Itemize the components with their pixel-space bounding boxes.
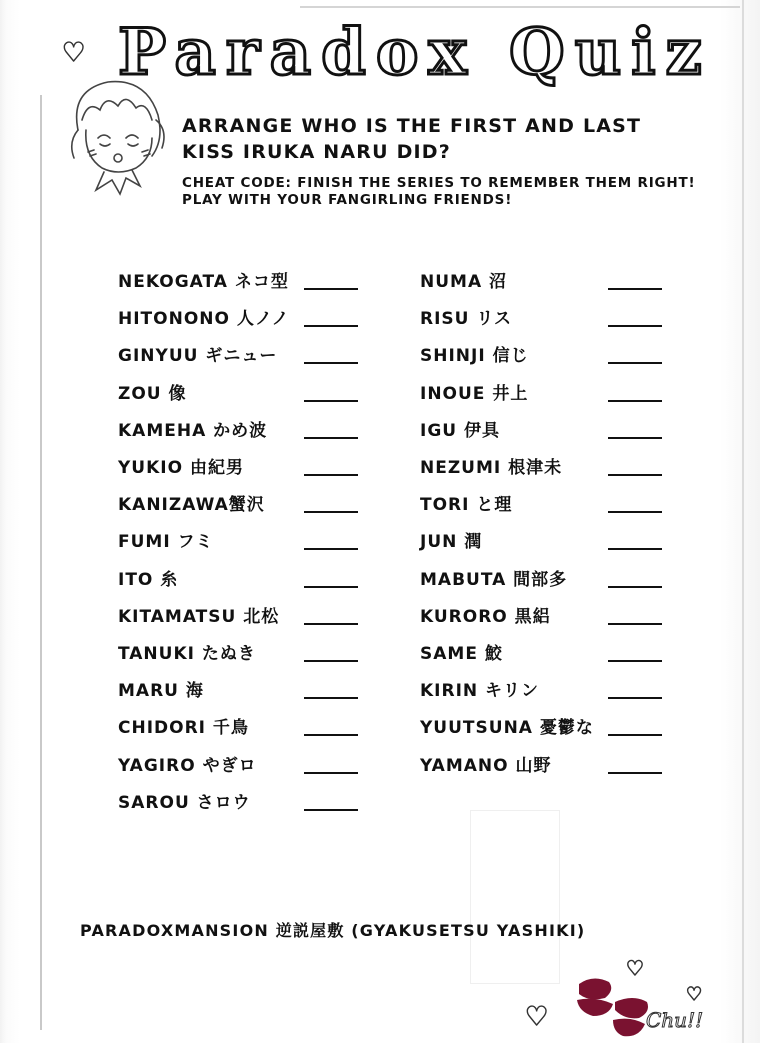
- quiz-question: ARRANGE WHO IS THE FIRST AND LAST KISS IRUKA NARU DID?: [182, 115, 642, 163]
- heart-icon: ♥: [525, 1002, 549, 1032]
- right-quiz-entry: [420, 677, 662, 705]
- entry-label: KAMEHA かめ波: [118, 420, 268, 441]
- entry-label: YAMANO 山野: [420, 755, 552, 776]
- left-quiz-entry: [118, 491, 358, 519]
- answer-blank[interactable]: [608, 288, 662, 290]
- entry-label: SHINJI 信じ: [420, 346, 529, 367]
- right-quiz-entry: [420, 268, 662, 296]
- answer-blank[interactable]: [304, 325, 358, 327]
- entry-label: ZOU 像: [118, 383, 187, 404]
- entry-label: CHIDORI 千鳥: [118, 718, 249, 739]
- answer-blank[interactable]: [304, 474, 358, 476]
- entry-label: NUMA 沼: [420, 272, 508, 292]
- chibi-drawing: [48, 60, 178, 200]
- correction-patch: [470, 810, 560, 984]
- right-quiz-entry: [420, 528, 662, 556]
- entry-label: ITO 糸: [118, 569, 179, 590]
- right-quiz-entry: [420, 417, 662, 445]
- answer-blank[interactable]: [304, 734, 358, 736]
- right-quiz-entry: [420, 454, 662, 482]
- answer-blank[interactable]: [304, 586, 358, 588]
- answer-blank[interactable]: [608, 772, 662, 774]
- entry-label: SAME 鮫: [420, 644, 503, 664]
- entry-label: KANIZAWA蟹沢: [118, 495, 265, 516]
- entry-label: NEZUMI 根津未: [420, 458, 563, 478]
- answer-blank[interactable]: [608, 474, 662, 476]
- answer-blank[interactable]: [304, 772, 358, 774]
- cheat-code-note: CHEAT CODE: FINISH THE SERIES TO REMEMBER THEM RIGHT! PLAY WITH YOUR FANGIRLING FRIENDS!: [182, 175, 696, 208]
- left-quiz-entry: [118, 268, 358, 296]
- entry-label: IGU 伊具: [420, 420, 501, 441]
- entry-label: RISU リス: [420, 309, 513, 330]
- left-quiz-entry: [118, 454, 358, 482]
- answer-blank[interactable]: [608, 697, 662, 699]
- left-quiz-entry: [118, 603, 358, 631]
- answer-blank[interactable]: [608, 511, 662, 513]
- right-quiz-entry: [420, 566, 662, 594]
- entry-label: YUUTSUNA 憂鬱な: [420, 718, 594, 739]
- entry-label: FUMI フミ: [118, 532, 214, 553]
- right-quiz-entry: [420, 380, 662, 408]
- answer-blank[interactable]: [608, 400, 662, 402]
- entry-label: TORI と理: [420, 495, 513, 516]
- answer-blank[interactable]: [608, 325, 662, 327]
- heart-icon: ♥: [62, 38, 86, 68]
- page-border-right: [742, 0, 744, 1043]
- answer-blank[interactable]: [304, 548, 358, 550]
- right-quiz-entry: [420, 603, 662, 631]
- left-quiz-entry: [118, 640, 358, 668]
- left-quiz-entry: [118, 677, 358, 705]
- answer-blank[interactable]: [304, 400, 358, 402]
- answer-blank[interactable]: [608, 586, 662, 588]
- right-quiz-entry: [420, 491, 662, 519]
- entry-label: NEKOGATA ネコ型: [118, 272, 289, 292]
- answer-blank[interactable]: [304, 288, 358, 290]
- answer-blank[interactable]: [304, 362, 358, 364]
- entry-label: MABUTA 間部多: [420, 569, 568, 590]
- answer-blank[interactable]: [608, 437, 662, 439]
- right-quiz-entry: [420, 342, 662, 370]
- answer-blank[interactable]: [304, 809, 358, 811]
- answer-blank[interactable]: [608, 362, 662, 364]
- left-quiz-entry: [118, 417, 358, 445]
- answer-blank[interactable]: [304, 437, 358, 439]
- left-quiz-entry: [118, 342, 358, 370]
- right-quiz-entry: [420, 640, 662, 668]
- entry-label: GINYUU ギニュー: [118, 346, 278, 367]
- answer-blank[interactable]: [608, 623, 662, 625]
- right-quiz-entry: [420, 305, 662, 333]
- left-quiz-entry: [118, 305, 358, 333]
- left-quiz-entry: [118, 752, 358, 780]
- answer-blank[interactable]: [608, 548, 662, 550]
- entry-label: YAGIRO やぎロ: [118, 755, 257, 776]
- left-quiz-entry: [118, 528, 358, 556]
- answer-blank[interactable]: [608, 660, 662, 662]
- answer-blank[interactable]: [304, 623, 358, 625]
- left-quiz-entry: [118, 566, 358, 594]
- page-title: Paradox Quiz: [118, 15, 712, 90]
- heart-icon: ♥: [626, 956, 644, 980]
- entry-label: KURORO 黒絽: [420, 606, 551, 627]
- right-quiz-entry: [420, 752, 662, 780]
- heart-icon: ♥: [686, 984, 703, 1005]
- entry-label: MARU 海: [118, 681, 204, 702]
- entry-label: YUKIO 由紀男: [118, 458, 244, 478]
- chu-signature: Chu!!: [646, 1008, 704, 1032]
- entry-label: TANUKI たぬき: [118, 644, 256, 664]
- entry-label: KITAMATSU 北松: [118, 606, 280, 627]
- entry-label: SAROU さロウ: [118, 792, 251, 813]
- left-quiz-entry: [118, 380, 358, 408]
- answer-blank[interactable]: [304, 511, 358, 513]
- answer-blank[interactable]: [304, 660, 358, 662]
- entry-label: JUN 潤: [420, 532, 483, 553]
- entry-label: HITONONO 人ノノ: [118, 309, 290, 330]
- entry-label: KIRIN キリン: [420, 681, 540, 702]
- answer-blank[interactable]: [304, 697, 358, 699]
- right-quiz-entry: [420, 714, 662, 742]
- left-quiz-entry: [118, 789, 358, 817]
- answer-blank[interactable]: [608, 734, 662, 736]
- page-border-left: [40, 95, 42, 1030]
- entry-label: INOUE 井上: [420, 383, 529, 404]
- left-quiz-entry: [118, 714, 358, 742]
- footer-credit: PARADOXMANSION 逆説屋敷 (GYAKUSETSU YASHIKI): [80, 921, 586, 940]
